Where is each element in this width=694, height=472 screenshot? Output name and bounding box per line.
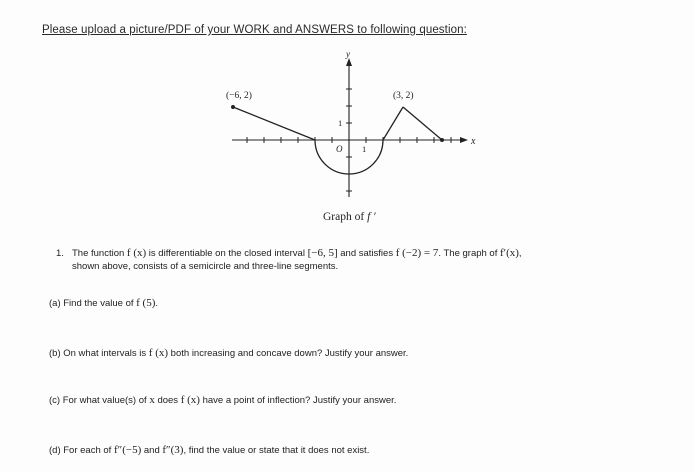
problem-text-4: . The graph of: [438, 248, 500, 259]
question-b-math: f (x): [148, 347, 169, 359]
endpoint-right-dot: [440, 138, 444, 142]
y-axis-label: y: [346, 49, 350, 59]
problem-text-line2: shown above, consists of a semicircle and three-line segments.: [72, 261, 339, 272]
math-condition: f (−2) = 7: [395, 247, 439, 259]
segment-fall: [403, 107, 442, 140]
math-fx: f (x): [126, 247, 147, 259]
question-c: [49, 394, 396, 407]
assignment-heading: Please upload a picture/PDF of your WORK and ANSWERS to following question:: [42, 24, 467, 36]
question-d-mid: and: [141, 445, 163, 456]
question-b-text: (b) On what intervals is: [49, 348, 149, 359]
segment-left: [233, 107, 315, 140]
math-fprime: f′(x): [500, 247, 519, 259]
x-axis-label: x: [471, 136, 476, 147]
question-a: [49, 297, 158, 310]
problem-text-2: is differentiable on the closed interval: [146, 248, 308, 259]
question-a-text: (a) Find the value of: [49, 298, 137, 309]
question-a-suffix: .: [155, 298, 159, 309]
math-interval: [−6, 5]: [307, 247, 338, 259]
problem-text-5: ,: [518, 248, 522, 259]
problem-number: 1.: [56, 248, 64, 259]
problem-text-1: The function: [72, 248, 127, 259]
graph-caption: [323, 211, 376, 223]
question-c-var: x: [149, 394, 155, 406]
caption-function: f ′: [367, 211, 376, 223]
question-d-math1: f″(−5): [113, 444, 142, 456]
question-c-mid: does: [154, 395, 181, 406]
caption-text: Graph of: [323, 211, 368, 223]
problem-statement: [72, 247, 682, 273]
question-d: [49, 444, 369, 457]
question-b: [49, 347, 408, 360]
question-c-text: (c) For what value(s) of: [49, 395, 150, 406]
x-axis-arrow: [460, 137, 468, 143]
tick-label-y: 1: [338, 118, 343, 128]
segment-rise: [383, 107, 403, 140]
origin-label: O: [336, 144, 343, 154]
question-d-suffix: , find the value or state that it does not exist.: [183, 445, 370, 456]
y-axis-arrow: [346, 58, 352, 66]
point-label-right: (3, 2): [393, 91, 414, 101]
endpoint-left-dot: [231, 105, 235, 109]
question-b-suffix: both increasing and concave down? Justify your answer.: [168, 348, 409, 359]
question-a-math: f (5): [136, 297, 156, 309]
tick-label-x: 1: [362, 144, 367, 154]
question-c-suffix: have a point of inflection? Justify your answer.: [199, 395, 397, 406]
question-d-text: (d) For each of: [49, 445, 114, 456]
problem-text-3: and satisfies: [337, 248, 396, 259]
point-label-left: (−6, 2): [226, 91, 252, 101]
question-c-math: f (x): [180, 394, 200, 406]
question-d-math2: f″(3): [162, 444, 184, 456]
